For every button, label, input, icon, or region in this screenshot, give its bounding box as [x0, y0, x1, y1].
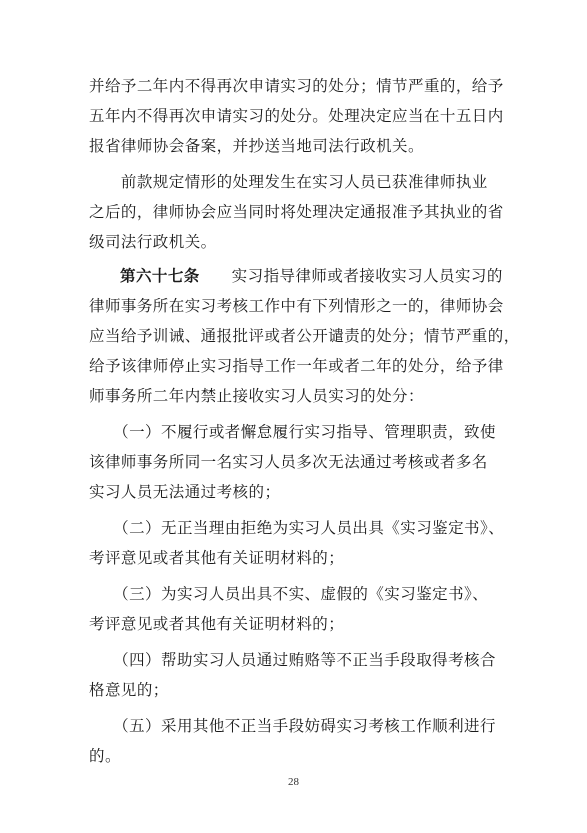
text-line: 并给予二年内不得再次申请实习的处分；情节严重的，给予 [89, 77, 504, 95]
list-item-line: （五）采用其他不正当手段妨碍实习考核工作顺利进行 [89, 717, 496, 735]
list-item-line: 的。 [89, 747, 121, 765]
list-item-line: 考评意见或者其他有关证明材料的； [89, 549, 345, 567]
text-line: 之后的，律师协会应当同时将处理决定通报准予其执业的省 [89, 203, 504, 221]
article-heading: 第六十七条 [120, 266, 200, 285]
text-line: 律师事务所在实习考核工作中有下列情形之一的，律师协会 [89, 297, 504, 315]
list-item-line: 该律师事务所同一名实习人员多次无法通过考核或者多名 [89, 453, 488, 471]
list-item-line: （一）不履行或者懈怠履行实习指导、管理职责，致使 [89, 423, 496, 441]
text-line: 级司法行政机关。 [89, 233, 217, 251]
article-line [89, 266, 509, 286]
text-line: 五年内不得再次申请实习的处分。处理决定应当在十五日内 [89, 107, 504, 125]
list-item-line: 实习人员无法通过考核的； [89, 483, 281, 501]
text-line: 应当给予训诫、通报批评或者公开谴责的处分；情节严重的， [89, 327, 520, 345]
list-item-line: （二）无正当理由拒绝为实习人员出具《实习鉴定书》、 [89, 519, 505, 537]
list-item-line: 考评意见或者其他有关证明材料的； [89, 615, 345, 633]
page-number: 28 [288, 776, 299, 788]
list-item-line: 格意见的； [89, 681, 169, 699]
text-line: 师事务所二年内禁止接收实习人员实习的处分： [89, 387, 424, 405]
text-line: 报省律师协会备案，并抄送当地司法行政机关。 [89, 137, 424, 155]
text-line: 前款规定情形的处理发生在实习人员已获准律师执业 [89, 173, 488, 191]
article-line-text: 实习指导律师或者接收实习人员实习的 [199, 267, 503, 285]
text-line: 给予该律师停止实习指导工作一年或者二年的处分，给予律 [89, 357, 504, 375]
list-item-line: （三）为实习人员出具不实、虚假的《实习鉴定书》、 [89, 585, 489, 603]
list-item-line: （四）帮助实习人员通过贿赂等不正当手段取得考核合 [89, 651, 496, 669]
